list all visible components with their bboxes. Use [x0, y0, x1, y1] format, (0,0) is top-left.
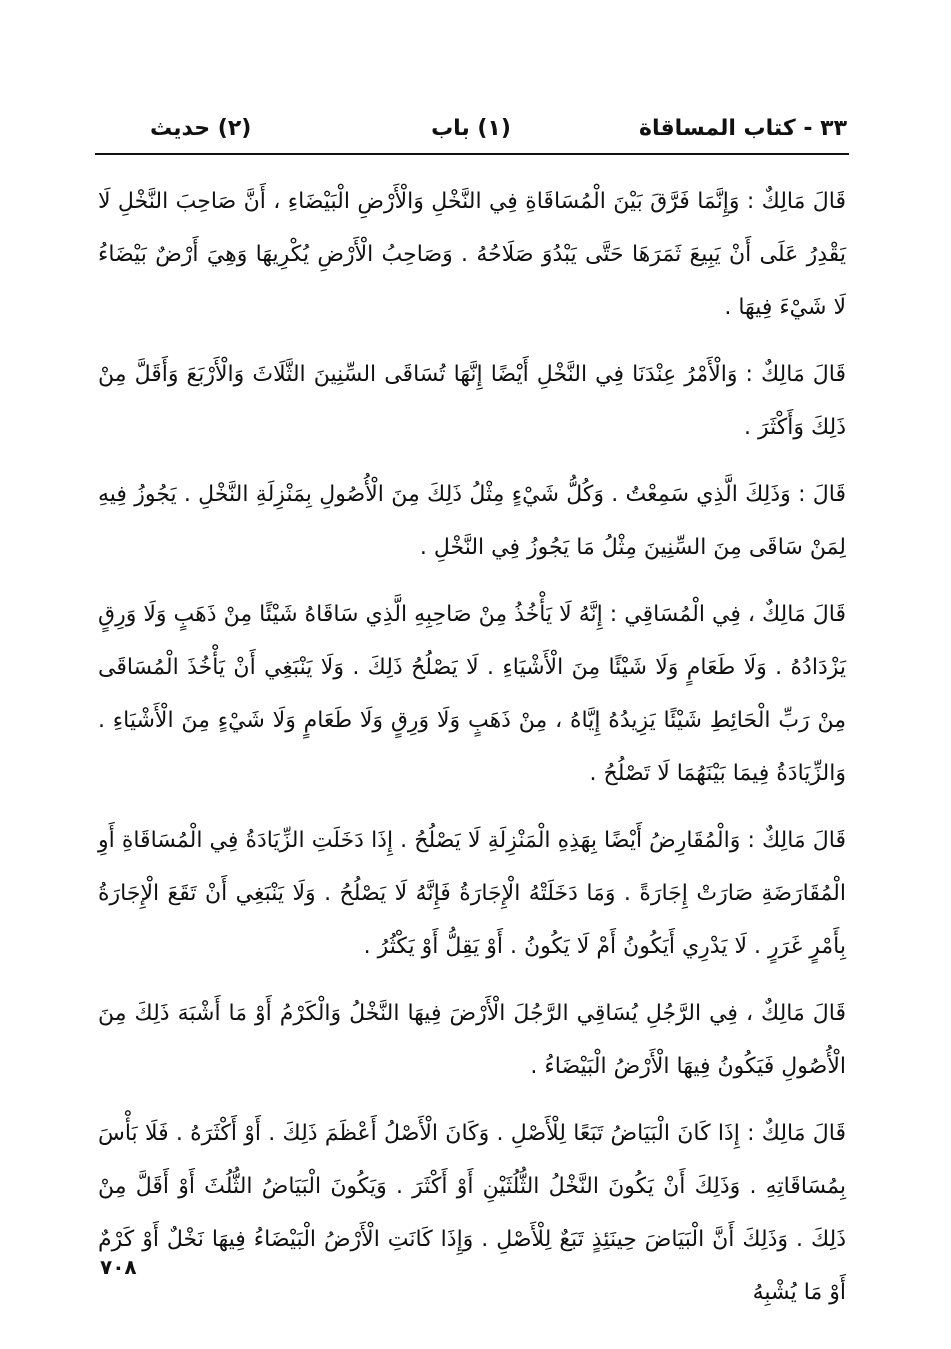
page-number: ٧٠٨ [100, 1255, 137, 1279]
section-label: (١) باب [431, 116, 511, 141]
paragraph-6: قَالَ مَالِكٌ ، فِي الرَّجُلِ يُسَاقِي الرَّجُلَ الْأَرْضَ فِيهَا النَّخْلُ وَالْكَرْمُ أَوْ مَا أَشْبَهَ ذَلِكَ مِنَ الْأُصُولِ فَيَكُونُ فِيهَا الْأَرْضُ الْبَيْضَاءُ . [98, 1001, 846, 1079]
paragraph-2: قَالَ مَالِكٌ : وَالْأَمْرُ عِنْدَنَا فِي النَّخْلِ أَيْضًا إِنَّهَا تُسَاقَى السِّنِينَ الثَّلَاثَ وَالْأَرْبَعَ وَأَقَلَّ مِنْ ذَلِكَ وَأَكْثَرَ . [98, 362, 846, 440]
paragraph-4: قَالَ مَالِكٌ ، فِي الْمُسَاقِي : إِنَّهُ لَا يَأْخُذُ مِنْ صَاحِبِهِ الَّذِي سَاقَاهُ شَيْئًا مِنْ ذَهَبٍ وَلَا وَرِقٍ يَزْدَادُهُ . وَلَا طَعَامٍ وَلَا شَيْئًا مِنَ الْأَشْيَاءِ . لَا يَصْلُحُ ذَلِكَ . وَلَا يَنْبَغِي أَنْ يَأْخُذَ الْمُسَاقَى مِنْ رَبِّ الْحَائِطِ شَيْئًا يَزِيدُهُ إِيَّاهُ ، مِنْ ذَهَبٍ وَلَا وَرِقٍ وَلَا طَعَامٍ وَلَا شَيْءٍ مِنَ الْأَشْيَاءِ . وَالزِّيَادَةُ فِيمَا بَيْنَهُمَا لَا تَصْلُحُ . [98, 602, 846, 786]
main-text [98, 175, 846, 1333]
paragraph-1: قَالَ مَالِكٌ : وَإِنَّمَا فَرَّقَ بَيْنَ الْمُسَاقَاةِ فِي النَّخْلِ وَالْأَرْضِ الْبَيْضَاءِ ، أَنَّ صَاحِبَ النَّخْلِ لَا يَقْدِرُ عَلَى أَنْ يَبِيعَ ثَمَرَهَا حَتَّى يَبْدُوَ صَلَاحُهُ . وَصَاحِبُ الْأَرْضِ يُكْرِيهَا وَهِيَ أَرْضٌ بَيْضَاءُ لَا شَيْءَ فِيهَا . [98, 189, 846, 320]
running-header [95, 108, 847, 152]
chapter-title: ٣٣ - كتاب المساقاة [639, 116, 847, 141]
paragraph-3: قَالَ : وَذَلِكَ الَّذِي سَمِعْتُ . وَكُلُّ شَيْءٍ مِثْلُ ذَلِكَ مِنَ الْأُصُولِ بِمَنْزِلَةِ النَّخْلِ . يَجُوزُ فِيهِ لِمَنْ سَاقَى مِنَ السِّنِينَ مِثْلُ مَا يَجُوزُ فِي النَّخْلِ . [98, 482, 846, 560]
paragraph-5: قَالَ مَالِكٌ : وَالْمُقَارِضُ أَيْضًا بِهَذِهِ الْمَنْزِلَةِ لَا يَصْلُحُ . إِذَا دَخَلَتِ الزِّيَادَةُ فِي الْمُسَاقَاةِ أَوِ الْمُقَارَضَةِ صَارَتْ إِجَارَةً . وَمَا دَخَلَتْهُ الْإِجَارَةُ فَإِنَّهُ لَا يَصْلُحُ . وَلَا يَنْبَغِي أَنْ تَقَعَ الْإِجَارَةُ بِأَمْرٍ غَرَرٍ . لَا يَدْرِي أَيَكُونُ أَمْ لَا يَكُونُ . أَوْ يَقِلُّ أَوْ يَكْثُرُ . [98, 828, 846, 959]
paragraph-7: قَالَ مَالِكٌ : إِذَا كَانَ الْبَيَاضُ تَبَعًا لِلْأَصْلِ . وَكَانَ الْأَصْلُ أَعْظَمَ ذَلِكَ . أَوْ أَكْثَرَهُ . فَلَا بَأْسَ بِمُسَاقَاتِهِ . وَذَلِكَ أَنْ يَكُونَ النَّخْلُ الثُّلُثَيْنِ أَوْ أَكْثَرَ . وَيَكُونَ الْبَيَاضُ الثُّلُثَ أَوْ أَقَلَّ مِنْ ذَلِكَ . وَذَلِكَ أَنَّ الْبَيَاضَ حِينَئِذٍ تَبَعٌ لِلْأَصْلِ . وَإِذَا كَانَتِ الْأَرْضُ الْبَيْضَاءُ فِيهَا نَخْلٌ أَوْ كَرْمٌ أَوْ مَا يُشْبِهُ [98, 1121, 846, 1305]
header-rule [95, 153, 849, 155]
hadith-label: (٢) حديث [150, 116, 252, 141]
